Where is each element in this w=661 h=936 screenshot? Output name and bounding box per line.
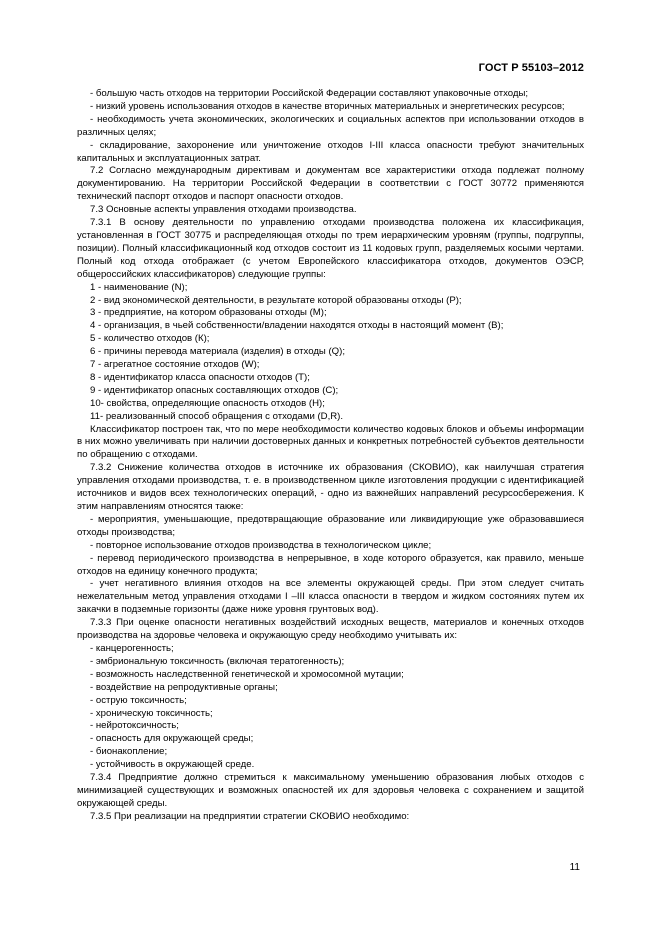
section-7-3-2: 7.3.2 Снижение количества отходов в источнике их образования (СКОВИО), как наилучшая стратегия управления отходами производства, т. е. в производственном цикле изготовления продукции с идентификацией источников и видов всех технологических операций, - одно из важнейших направлений ресурсосбережения. К этим направлениям относятся также: xyxy=(77,462,584,512)
section-7-3-1: 7.3.1 В основу деятельности по управлению отходами производства положена их классификация, установленная в ГОСТ 30775 и распределяющая отходы по трем иерархическим уровням (группы, подгруппы, позиции). Полный классификационный код отходов состоит из 11 кодовых групп, разделяемых косыми чертами. Полный код отхода отображает (с учетом Европейского классификатора отходов, документов ОЭСР, общероссийских классификаторов) следующие группы: xyxy=(77,217,584,280)
bullet-paragraph: - перевод периодического производства в непрерывное, в ходе которого образуется, как правило, меньше отходов на единицу конечного продукта; xyxy=(77,552,584,577)
bullet-paragraph: - складирование, захоронение или уничтожение отходов I-III класса опасности требуют значительных капитальных и эксплуатационных затрат. xyxy=(77,139,584,164)
code-group-item: 5 - количество отходов (К); xyxy=(90,333,210,345)
code-group-item: 1 - наименование (N); xyxy=(90,281,188,293)
code-group-item: 9 - идентификатор опасных составляющих отходов (С); xyxy=(90,384,339,396)
document-body xyxy=(77,88,584,824)
bullet-paragraph: - большую часть отходов на территории Российской Федерации составляют упаковочные отходы; xyxy=(90,88,529,99)
code-group-item: 7 - агрегатное состояние отходов (W); xyxy=(90,359,260,371)
hazard-list-item: - опасность для окружающей среды; xyxy=(90,733,254,745)
bullet-paragraph: - повторное использование отходов производства в технологическом цикле; xyxy=(90,539,432,551)
section-7-3-heading: 7.3 Основные аспекты управления отходами производства. xyxy=(90,204,357,216)
bullet-paragraph: - учет негативного влияния отходов на все элементы окружающей среды. При этом следует считать нежелательным метод управления отходами I –III класса опасности в твердом и жидком состояниях путем их закачки в подземные горизонты (даже ниже уровня грунтовых вод). xyxy=(77,578,584,616)
document-header: ГОСТ Р 55103–2012 xyxy=(478,62,584,74)
code-group-item: 11- реализованный способ обращения с отходами (D,R). xyxy=(90,410,344,422)
code-group-item: 3 - предприятие, на котором образованы отходы (М); xyxy=(90,307,327,319)
hazard-list-item: - острую токсичность; xyxy=(90,694,187,706)
code-group-item: 6 - причины перевода материала (изделия) в отходы (Q); xyxy=(90,346,345,358)
hazard-list-item: - канцерогенность; xyxy=(90,642,174,654)
classifier-paragraph: Классификатор построен так, что по мере необходимости количество кодовых блоков и объемы информации в них можно увеличивать при наличии достоверных данных и конкретных потребностей субъектов деятельности по обращению с отходами. xyxy=(77,423,584,461)
hazard-list-item: - устойчивость в окружающей среде. xyxy=(90,759,255,771)
code-group-item: 2 - вид экономической деятельности, в результате которой образованы отходы (Р); xyxy=(90,294,462,306)
hazard-list-item: - хроническую токсичность; xyxy=(90,707,213,719)
hazard-list-item: - нейротоксичность; xyxy=(90,720,179,732)
page-number: 11 xyxy=(569,862,580,873)
code-group-item: 8 - идентификатор класса опасности отходов (Т); xyxy=(90,371,310,383)
hazard-list-item: - возможность наследственной генетической и хромосомной мутации; xyxy=(90,668,404,680)
hazard-list-item: - эмбриональную токсичность (включая тератогенность); xyxy=(90,655,345,667)
section-7-2: 7.2 Согласно международным директивам и документам все характеристики отхода подлежат полному документированию. На территории Российской Федерации в соответствии с ГОСТ 30772 применяются технический паспорт отходов и паспорт опасности отходов. xyxy=(77,165,584,203)
bullet-paragraph: - мероприятия, уменьшающие, предотвращающие образование или ликвидирующие уже образовавшиеся отходы производства; xyxy=(77,513,584,538)
code-group-item: 10- свойства, определяющие опасность отходов (Н); xyxy=(90,397,325,409)
hazard-list-item: - бионакопление; xyxy=(90,746,168,758)
section-7-3-4: 7.3.4 Предприятие должно стремиться к максимальному уменьшению образования любых отходов с минимизацией существующих и возможных опасностей их для здоровья человека с сохранением и защитой окружающей среды. xyxy=(77,772,584,809)
section-7-3-5: 7.3.5 При реализации на предприятии стратегии СКОВИО необходимо: xyxy=(90,810,410,822)
hazard-list-item: - воздействие на репродуктивные органы; xyxy=(90,681,278,693)
code-group-item: 4 - организация, в чьей собственности/владении находятся отходы в настоящий момент (В); xyxy=(90,320,504,332)
bullet-paragraph: - необходимость учета экономических, экологических и социальных аспектов при использовании отходов в различных целях; xyxy=(77,113,584,138)
bullet-paragraph: - низкий уровень использования отходов в качестве вторичных материальных и энергетических ресурсов; xyxy=(90,100,565,112)
section-7-3-3: 7.3.3 При оценке опасности негативных воздействий исходных веществ, материалов и конечных отходов производства на здоровье человека и окружающую среду необходимо учитывать их: xyxy=(77,617,584,642)
